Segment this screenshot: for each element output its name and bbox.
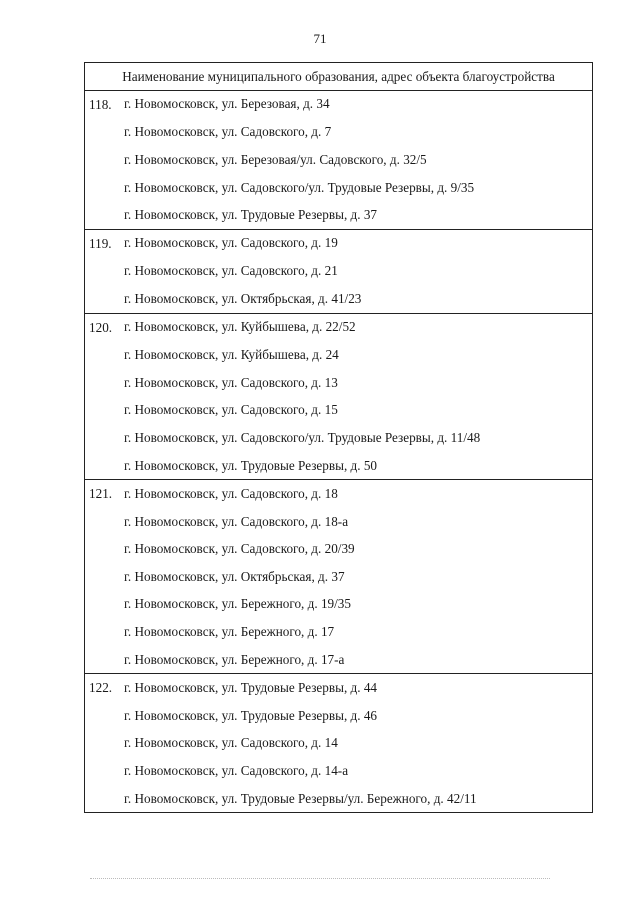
table-cell bbox=[85, 229, 593, 257]
address-text: г. Новомосковск, ул. Трудовые Резервы, д. 50 bbox=[121, 452, 592, 480]
table-row bbox=[85, 480, 593, 508]
table-row bbox=[85, 91, 593, 119]
address-text: г. Новомосковск, ул. Садовского/ул. Трудовые Резервы, д. 9/35 bbox=[121, 174, 592, 202]
table-cell bbox=[85, 480, 593, 508]
group-number: 118. bbox=[89, 96, 112, 112]
table-row bbox=[85, 285, 593, 313]
table-row bbox=[85, 730, 593, 758]
table-cell bbox=[85, 424, 593, 452]
group-number bbox=[85, 424, 121, 452]
table-cell bbox=[85, 285, 593, 313]
page-number: 71 bbox=[313, 31, 327, 46]
table-row bbox=[85, 341, 593, 369]
table-row bbox=[85, 757, 593, 785]
table-row bbox=[85, 313, 593, 341]
table-cell bbox=[85, 201, 593, 229]
group-number bbox=[85, 174, 121, 202]
table-row bbox=[85, 174, 593, 202]
table-cell bbox=[85, 646, 593, 674]
group-number bbox=[85, 563, 121, 591]
group-number bbox=[85, 119, 121, 147]
table-header: Наименование муниципального образования, адрес объекта благоустройства bbox=[85, 63, 593, 91]
address-table bbox=[84, 62, 593, 813]
group-number bbox=[85, 508, 121, 536]
group-number bbox=[85, 369, 121, 397]
table-row bbox=[85, 119, 593, 147]
address-text: г. Новомосковск, ул. Садовского, д. 18 bbox=[124, 485, 338, 501]
group-number bbox=[85, 341, 121, 369]
table-cell bbox=[85, 174, 593, 202]
group-number bbox=[85, 702, 121, 730]
address-text: г. Новомосковск, ул. Трудовые Резервы, д. 44 bbox=[124, 679, 378, 695]
table-cell bbox=[85, 91, 593, 119]
table-cell bbox=[85, 341, 593, 369]
table-cell bbox=[85, 730, 593, 758]
table-cell bbox=[85, 618, 593, 646]
group-number bbox=[85, 258, 121, 286]
table-cell bbox=[85, 591, 593, 619]
table-row bbox=[85, 591, 593, 619]
address-text: г. Новомосковск, ул. Куйбышева, д. 22/52 bbox=[124, 319, 356, 335]
table-row bbox=[85, 369, 593, 397]
table-row bbox=[85, 397, 593, 425]
address-text: г. Новомосковск, ул. Куйбышева, д. 24 bbox=[121, 341, 592, 369]
group-number: 119. bbox=[89, 235, 112, 251]
address-text: г. Новомосковск, ул. Садовского, д. 14-а bbox=[121, 757, 592, 785]
group-number bbox=[85, 757, 121, 785]
table-cell bbox=[85, 563, 593, 591]
address-text: г. Новомосковск, ул. Трудовые Резервы, д. 37 bbox=[121, 201, 592, 229]
address-text: г. Новомосковск, ул. Бережного, д. 19/35 bbox=[121, 591, 592, 619]
table-cell bbox=[85, 674, 593, 702]
table-cell bbox=[85, 258, 593, 286]
group-number bbox=[85, 201, 121, 229]
table-cell bbox=[85, 313, 593, 341]
table-row bbox=[85, 508, 593, 536]
table-body bbox=[85, 91, 593, 813]
table-row bbox=[85, 201, 593, 229]
group-number: 122. bbox=[89, 680, 113, 696]
table-header-row bbox=[85, 63, 593, 91]
table-row bbox=[85, 258, 593, 286]
group-number bbox=[85, 285, 121, 313]
table-row bbox=[85, 536, 593, 564]
group-number bbox=[85, 146, 121, 174]
address-text: г. Новомосковск, ул. Садовского, д. 19 bbox=[124, 235, 338, 251]
table-cell bbox=[85, 452, 593, 480]
address-text: г. Новомосковск, ул. Садовского, д. 20/39 bbox=[121, 536, 592, 564]
address-text: г. Новомосковск, ул. Садовского, д. 21 bbox=[121, 258, 592, 286]
table-row bbox=[85, 702, 593, 730]
address-text: г. Новомосковск, ул. Садовского/ул. Трудовые Резервы, д. 11/48 bbox=[121, 424, 592, 452]
table-row bbox=[85, 229, 593, 257]
address-text: г. Новомосковск, ул. Трудовые Резервы/ул. Бережного, д. 42/11 bbox=[121, 785, 592, 813]
table-row bbox=[85, 618, 593, 646]
group-number bbox=[85, 591, 121, 619]
table-cell bbox=[85, 757, 593, 785]
group-number: 121. bbox=[89, 486, 113, 502]
table-cell bbox=[85, 508, 593, 536]
group-number bbox=[85, 646, 121, 674]
group-number bbox=[85, 730, 121, 758]
table-row bbox=[85, 563, 593, 591]
address-text: г. Новомосковск, ул. Бережного, д. 17 bbox=[121, 618, 592, 646]
group-number bbox=[85, 452, 121, 480]
address-text: г. Новомосковск, ул. Садовского, д. 14 bbox=[121, 730, 592, 758]
table-cell bbox=[85, 536, 593, 564]
table-row bbox=[85, 424, 593, 452]
table-row bbox=[85, 452, 593, 480]
table-row bbox=[85, 646, 593, 674]
address-text: г. Новомосковск, ул. Бережного, д. 17-а bbox=[121, 646, 592, 674]
scan-artifact-line bbox=[90, 878, 550, 879]
table-row bbox=[85, 785, 593, 813]
address-text: г. Новомосковск, ул. Трудовые Резервы, д. 46 bbox=[121, 702, 592, 730]
group-number bbox=[85, 536, 121, 564]
table-row bbox=[85, 674, 593, 702]
table-cell bbox=[85, 119, 593, 147]
address-text: г. Новомосковск, ул. Садовского, д. 18-а bbox=[121, 508, 592, 536]
address-text: г. Новомосковск, ул. Садовского, д. 15 bbox=[121, 397, 592, 425]
address-text: г. Новомосковск, ул. Октябрьская, д. 37 bbox=[121, 563, 592, 591]
table-cell bbox=[85, 146, 593, 174]
address-text: г. Новомосковск, ул. Садовского, д. 7 bbox=[121, 119, 592, 147]
group-number bbox=[85, 397, 121, 425]
table-cell bbox=[85, 369, 593, 397]
address-text: г. Новомосковск, ул. Октябрьская, д. 41/23 bbox=[121, 285, 592, 313]
group-number: 120. bbox=[89, 319, 113, 335]
table-cell bbox=[85, 397, 593, 425]
table-cell bbox=[85, 702, 593, 730]
table-cell bbox=[85, 785, 593, 813]
address-text: г. Новомосковск, ул. Березовая/ул. Садовского, д. 32/5 bbox=[121, 146, 592, 174]
address-text: г. Новомосковск, ул. Садовского, д. 13 bbox=[121, 369, 592, 397]
table-row bbox=[85, 146, 593, 174]
group-number bbox=[85, 618, 121, 646]
group-number bbox=[85, 785, 121, 813]
address-text: г. Новомосковск, ул. Березовая, д. 34 bbox=[124, 96, 330, 112]
